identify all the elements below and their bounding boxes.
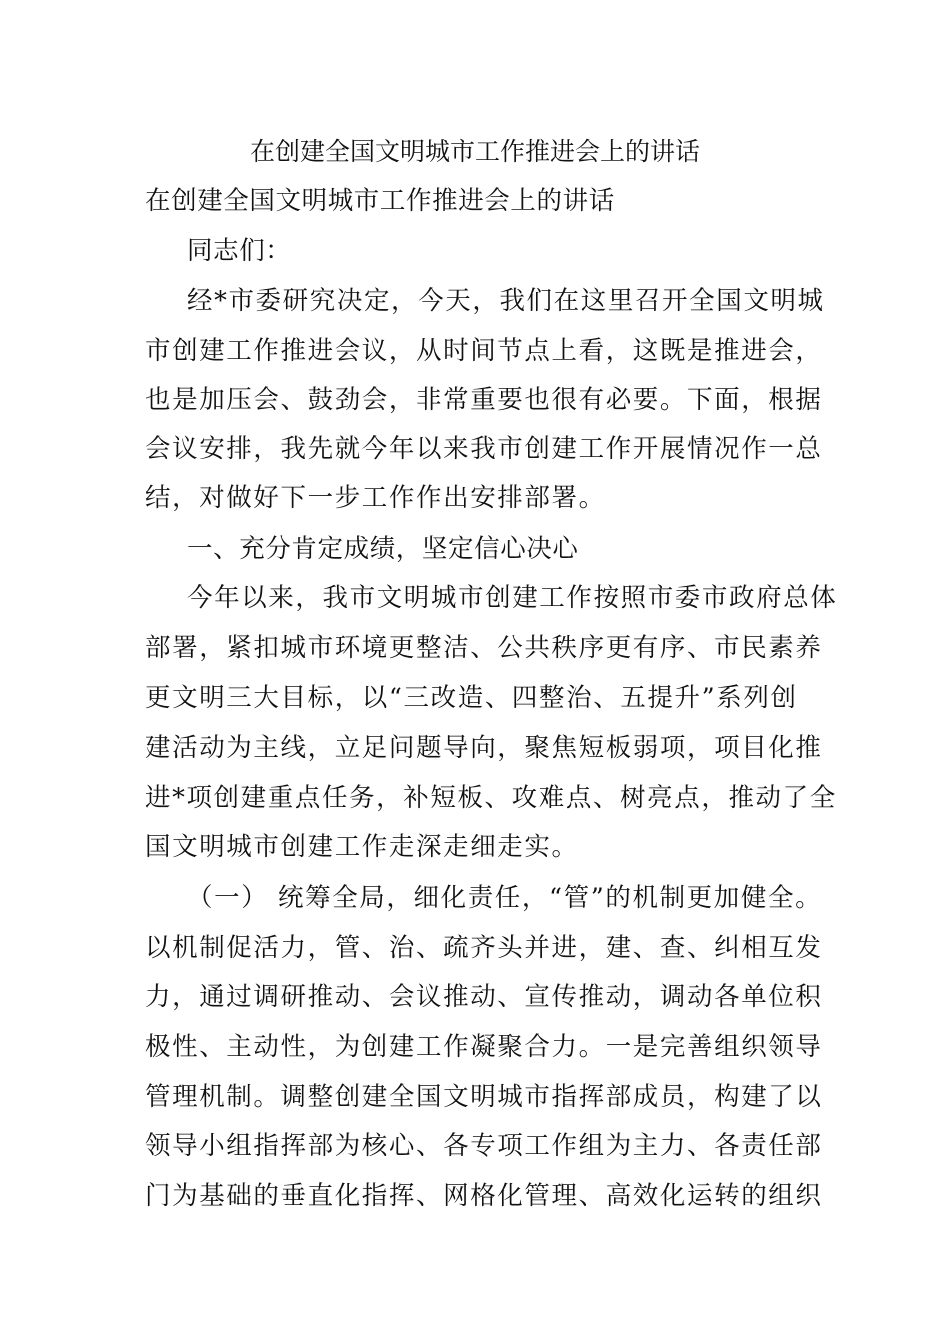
paragraph-line: 领导小组指挥部为核心、各专项工作组为主力、各责任部 [145,1131,823,1161]
paragraph-line: 市创建工作推进会议，从时间节点上看，这既是推进会， [145,336,823,366]
paragraph-line: 国文明城市创建工作走深走细走实。 [145,832,579,862]
paragraph-line: 也是加压会、鼓劲会，非常重要也很有必要。下面，根据 [145,385,823,415]
paragraph-line: 会议安排，我先就今年以来我市创建工作开展情况作一总 [145,434,823,464]
paragraph-line: 建活动为主线，立足问题导向，聚焦短板弱项，项目化推 [145,733,823,763]
salutation: 同志们： [187,236,292,266]
paragraph-line: 进*项创建重点任务，补短板、攻难点、树亮点，推动了全 [145,783,837,813]
paragraph-line: 门为基础的垂直化指挥、网格化管理、高效化运转的组织 [145,1181,823,1211]
subtitle-line: 在创建全国文明城市工作推进会上的讲话 [145,186,615,216]
paragraph-line: 结，对做好下一步工作作出安排部署。 [145,483,606,513]
paragraph-line: 力，通过调研推动、会议推动、宣传推动，调动各单位积 [145,982,823,1012]
paragraph-line: 更文明三大目标，以“三改造、四整治、五提升”系列创 [145,683,798,713]
paragraph-line: 极性、主动性，为创建工作凝聚合力。一是完善组织领导 [145,1032,823,1062]
section-heading: 一、充分肯定成绩，坚定信心决心 [187,534,579,564]
paragraph-line: 管理机制。调整创建全国文明城市指挥部成员，构建了以 [145,1082,823,1112]
paragraph-line: 今年以来，我市文明城市创建工作按照市委市政府总体 [187,583,838,613]
paragraph-line: 经*市委研究决定，今天，我们在这里召开全国文明城 [187,286,825,316]
paragraph-line: 部署，紧扣城市环境更整洁、公共秩序更有序、市民素养 [145,633,823,663]
subsection-heading: （一） 统筹全局，细化责任，“管”的机制更加健全。 [187,883,823,913]
document-title: 在创建全国文明城市工作推进会上的讲话 [249,137,700,166]
paragraph-line: 以机制促活力，管、治、疏齐头并进，建、查、纠相互发 [145,933,823,963]
